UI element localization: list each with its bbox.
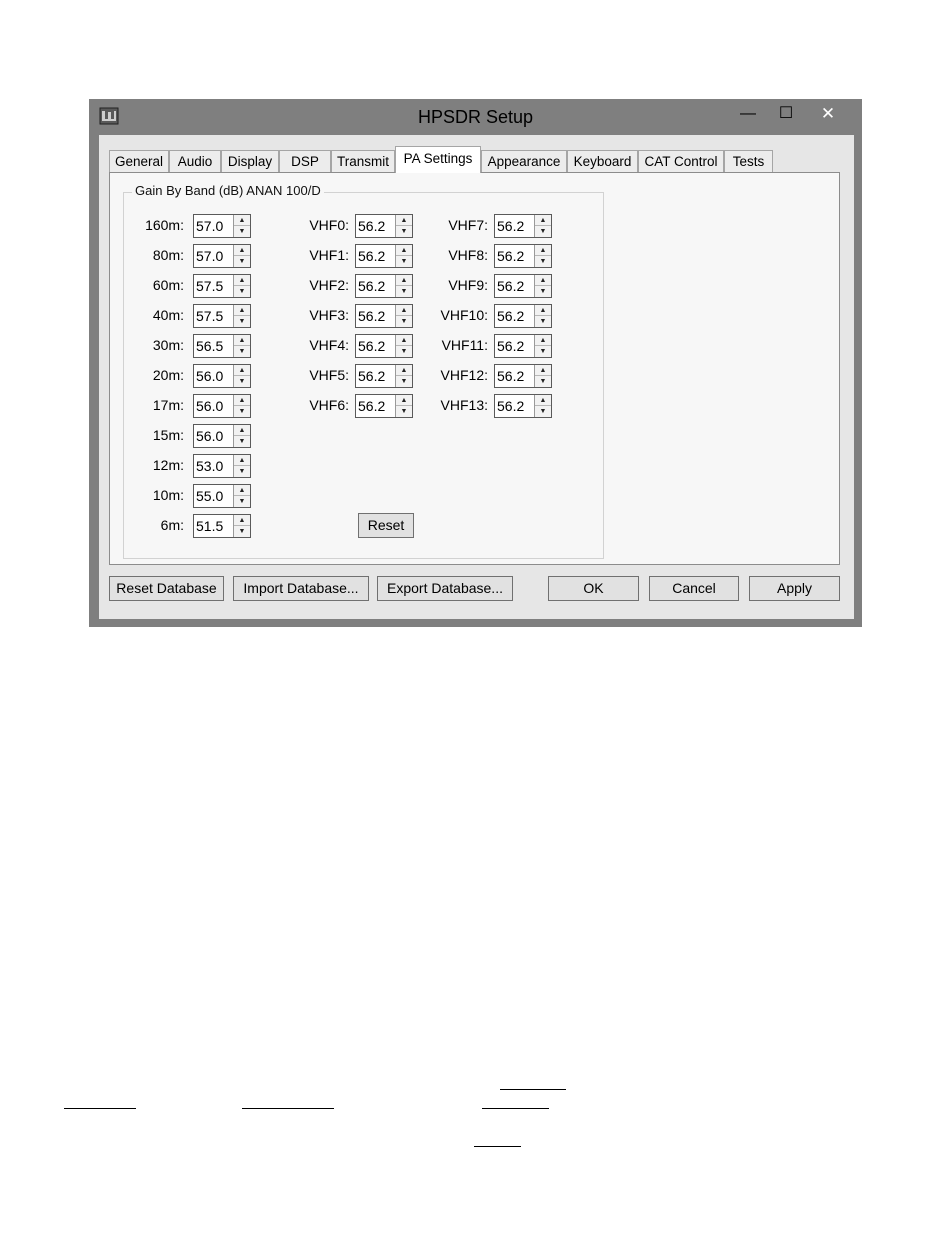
band-label: 6m: [160, 517, 184, 533]
band-label: 10m: [152, 487, 184, 503]
gain-row [124, 364, 554, 390]
tab-cat-control[interactable]: CAT Control [638, 150, 724, 172]
spin-down-icon[interactable]: ▼ [400, 228, 408, 235]
spin-down-icon[interactable]: ▼ [238, 438, 246, 445]
group-title: Gain By Band (dB) ANAN 100/D [132, 183, 324, 198]
tab-dsp[interactable]: DSP [279, 150, 331, 172]
spinner-arrows [233, 515, 250, 537]
band-label: VHF7: [448, 217, 488, 233]
window-title: HPSDR Setup [417, 107, 534, 127]
title-bar[interactable] [89, 99, 862, 135]
gain-value[interactable]: 56.0 [196, 398, 224, 414]
spin-up-icon[interactable]: ▲ [234, 485, 250, 496]
spinner-arrows [233, 485, 250, 507]
apply-button[interactable]: Apply [749, 576, 840, 601]
client-area [99, 135, 854, 619]
gain-value[interactable]: 56.2 [358, 368, 386, 384]
band-label: 60m: [152, 277, 184, 293]
setup-window [89, 99, 862, 627]
spin-up-icon[interactable]: ▲ [396, 365, 412, 376]
band-label: VHF1: [309, 247, 349, 263]
spin-up-icon[interactable]: ▲ [535, 275, 551, 286]
spin-up-icon[interactable]: ▲ [234, 455, 250, 466]
gain-value[interactable]: 56.2 [497, 218, 525, 234]
band-label: VHF8: [448, 247, 488, 263]
gain-spinner[interactable] [193, 514, 251, 538]
spin-up-icon[interactable]: ▲ [234, 365, 250, 376]
spin-up-icon[interactable]: ▲ [396, 305, 412, 316]
gain-row [124, 244, 554, 270]
spin-up-icon[interactable]: ▲ [535, 305, 551, 316]
spin-down-icon[interactable]: ▼ [238, 498, 246, 505]
spin-down-icon[interactable]: ▼ [539, 288, 547, 295]
cancel-button[interactable]: Cancel [649, 576, 739, 601]
gain-value[interactable]: 56.2 [358, 308, 386, 324]
gain-row [124, 454, 253, 480]
spin-down-icon[interactable]: ▼ [539, 228, 547, 235]
doc-underline [64, 1108, 136, 1109]
tab-appearance[interactable]: Appearance [481, 150, 567, 172]
band-label: 40m: [152, 307, 184, 323]
spin-up-icon[interactable]: ▲ [535, 335, 551, 346]
gain-row [124, 304, 554, 330]
gain-row [124, 484, 253, 510]
band-label: VHF6: [309, 397, 349, 413]
doc-underline [474, 1146, 521, 1147]
gain-spinner[interactable] [494, 274, 552, 298]
gain-spinner[interactable] [494, 214, 552, 238]
spin-down-icon[interactable]: ▼ [400, 348, 408, 355]
gain-spinner[interactable] [494, 304, 552, 328]
gain-value[interactable]: 56.2 [497, 398, 525, 414]
gain-value[interactable]: 56.2 [358, 248, 386, 264]
gain-value[interactable]: 56.5 [196, 338, 224, 354]
spin-down-icon[interactable]: ▼ [400, 408, 408, 415]
spinner-arrows [534, 395, 551, 417]
spinner-arrows [534, 305, 551, 327]
spin-down-icon[interactable]: ▼ [238, 468, 246, 475]
spin-down-icon[interactable]: ▼ [238, 258, 246, 265]
gain-value[interactable]: 56.2 [358, 218, 386, 234]
gain-spinner[interactable] [193, 424, 251, 448]
band-label: 20m: [152, 367, 184, 383]
spin-down-icon[interactable]: ▼ [238, 228, 246, 235]
maximize-button[interactable]: ☐ [778, 105, 794, 122]
band-label: 30m: [152, 337, 184, 353]
gain-value[interactable]: 57.0 [196, 218, 224, 234]
spin-up-icon[interactable]: ▲ [234, 515, 250, 526]
gain-row [124, 424, 253, 450]
pa-settings-page [109, 172, 840, 565]
gain-value[interactable]: 56.2 [497, 278, 525, 294]
gain-row [124, 394, 554, 420]
gain-value[interactable]: 53.0 [196, 458, 224, 474]
spin-up-icon[interactable]: ▲ [234, 275, 250, 286]
doc-underline [242, 1108, 334, 1109]
band-label: VHF12: [440, 367, 488, 383]
band-label: VHF3: [309, 307, 349, 323]
gain-spinner[interactable] [193, 484, 251, 508]
minimize-button[interactable]: — [740, 105, 756, 122]
tab-pa-settings[interactable]: PA Settings [395, 146, 481, 173]
gain-row [124, 334, 554, 360]
spin-up-icon[interactable]: ▲ [396, 215, 412, 226]
band-label: 17m: [152, 397, 184, 413]
spin-down-icon[interactable]: ▼ [238, 348, 246, 355]
gain-value[interactable]: 56.2 [497, 248, 525, 264]
spin-up-icon[interactable]: ▲ [535, 395, 551, 406]
spinner-arrows [233, 455, 250, 477]
gain-value[interactable]: 56.2 [497, 368, 525, 384]
gain-value[interactable]: 57.0 [196, 248, 224, 264]
band-label: 15m: [152, 427, 184, 443]
doc-underline [482, 1108, 549, 1109]
spinner-arrows [534, 275, 551, 297]
gain-value[interactable]: 57.5 [196, 278, 224, 294]
spin-down-icon[interactable]: ▼ [539, 378, 547, 385]
spin-down-icon[interactable]: ▼ [238, 318, 246, 325]
spinner-arrows [233, 425, 250, 447]
spin-up-icon[interactable]: ▲ [234, 425, 250, 436]
band-label: VHF9: [448, 277, 488, 293]
gain-value[interactable]: 56.0 [196, 368, 224, 384]
spin-down-icon[interactable]: ▼ [238, 288, 246, 295]
gain-row [124, 274, 554, 300]
doc-underline [500, 1089, 566, 1090]
band-label: VHF4: [309, 337, 349, 353]
spinner-arrows [534, 245, 551, 267]
band-label: VHF11: [441, 337, 488, 353]
gain-value[interactable]: 56.2 [497, 338, 525, 354]
close-button[interactable]: ✕ [820, 104, 836, 123]
export-database-button[interactable]: Export Database... [377, 576, 513, 601]
spin-down-icon[interactable]: ▼ [400, 378, 408, 385]
spin-down-icon[interactable]: ▼ [238, 528, 246, 535]
tab-keyboard[interactable]: Keyboard [567, 150, 638, 172]
band-label: 12m: [152, 457, 184, 473]
tab-tests[interactable]: Tests [724, 150, 773, 172]
band-label: 80m: [152, 247, 184, 263]
gain-by-band-group [123, 183, 604, 559]
gain-value[interactable]: 51.5 [196, 518, 224, 534]
spin-up-icon[interactable]: ▲ [234, 305, 250, 316]
gain-value[interactable]: 56.2 [358, 338, 386, 354]
spin-up-icon[interactable]: ▲ [535, 365, 551, 376]
reset-gain-button[interactable]: Reset [358, 513, 414, 538]
tab-audio[interactable]: Audio [169, 150, 221, 172]
gain-value[interactable]: 55.0 [196, 488, 224, 504]
band-label: VHF2: [309, 277, 349, 293]
gain-spinner[interactable] [494, 244, 552, 268]
tab-transmit[interactable]: Transmit [331, 150, 395, 172]
spin-down-icon[interactable]: ▼ [400, 288, 408, 295]
spin-up-icon[interactable]: ▲ [234, 245, 250, 256]
spin-down-icon[interactable]: ▼ [539, 318, 547, 325]
spin-down-icon[interactable]: ▼ [539, 348, 547, 355]
gain-value[interactable]: 56.2 [358, 398, 386, 414]
gain-spinner[interactable] [494, 334, 552, 358]
band-label: VHF5: [309, 367, 349, 383]
spin-up-icon[interactable]: ▲ [234, 335, 250, 346]
spin-down-icon[interactable]: ▼ [400, 318, 408, 325]
gain-value[interactable]: 56.2 [358, 278, 386, 294]
spin-down-icon[interactable]: ▼ [400, 258, 408, 265]
spin-up-icon[interactable]: ▲ [234, 395, 250, 406]
gain-spinner[interactable] [494, 394, 552, 418]
import-database-button[interactable]: Import Database... [233, 576, 369, 601]
tab-general[interactable]: General [109, 150, 169, 172]
spinner-arrows [534, 365, 551, 387]
band-label: VHF13: [440, 397, 488, 413]
spin-up-icon[interactable]: ▲ [396, 275, 412, 286]
ok-button[interactable]: OK [548, 576, 639, 601]
spinner-arrows [534, 215, 551, 237]
spin-down-icon[interactable]: ▼ [238, 408, 246, 415]
gain-row [124, 214, 554, 240]
spin-down-icon[interactable]: ▼ [539, 258, 547, 265]
spin-down-icon[interactable]: ▼ [539, 408, 547, 415]
band-label: 160m: [145, 217, 184, 233]
spin-down-icon[interactable]: ▼ [238, 378, 246, 385]
band-label: VHF10: [440, 307, 488, 323]
tab-display[interactable]: Display [221, 150, 279, 172]
gain-row [124, 514, 253, 540]
band-label: VHF0: [309, 217, 349, 233]
spin-up-icon[interactable]: ▲ [396, 245, 412, 256]
spin-up-icon[interactable]: ▲ [535, 215, 551, 226]
spin-up-icon[interactable]: ▲ [396, 335, 412, 346]
spin-up-icon[interactable]: ▲ [535, 245, 551, 256]
spinner-arrows [534, 335, 551, 357]
spin-up-icon[interactable]: ▲ [396, 395, 412, 406]
gain-spinner[interactable] [193, 454, 251, 478]
spin-up-icon[interactable]: ▲ [234, 215, 250, 226]
gain-value[interactable]: 56.2 [497, 308, 525, 324]
gain-spinner[interactable] [494, 364, 552, 388]
reset-database-button[interactable]: Reset Database [109, 576, 224, 601]
gain-value[interactable]: 57.5 [196, 308, 224, 324]
gain-value[interactable]: 56.0 [196, 428, 224, 444]
